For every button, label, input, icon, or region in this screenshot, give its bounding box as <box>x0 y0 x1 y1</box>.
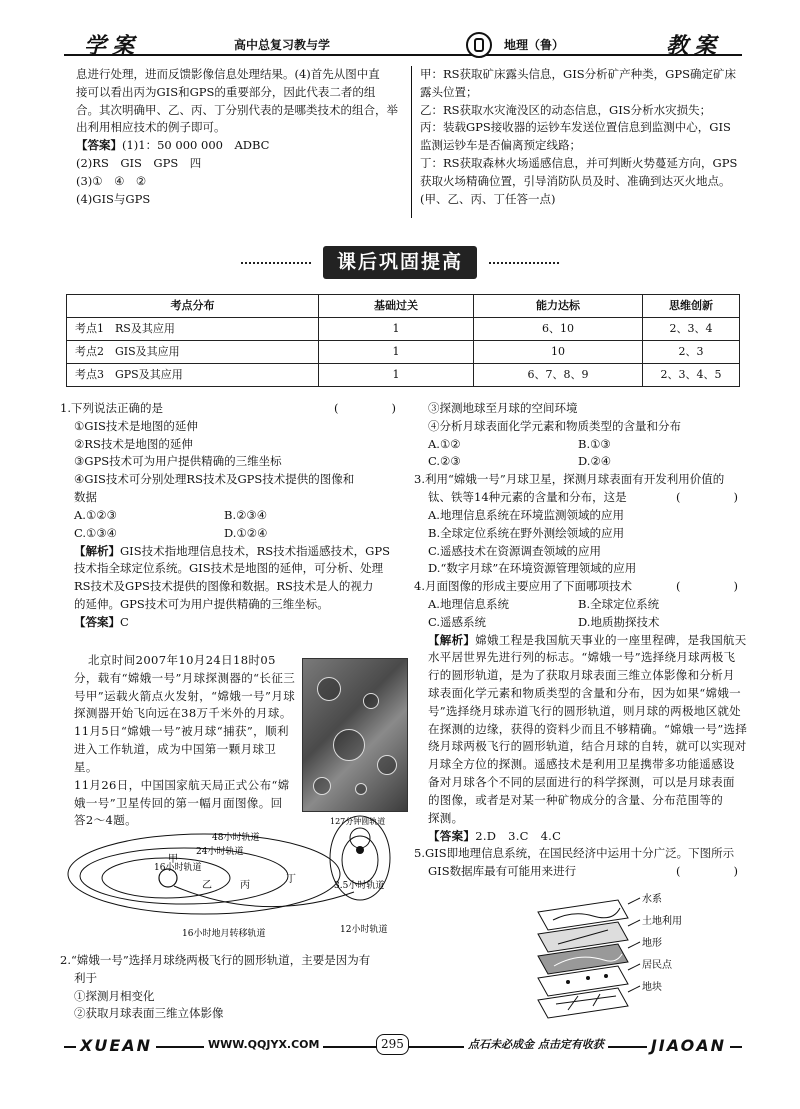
analysis-line: 在探测的边缘，获得的资料少而且不够精确。“嫦娥一号”选择 <box>428 721 748 736</box>
text-line: 乙：RS获取水灾淹没区的动态信息，GIS分析水灾损失； <box>420 102 712 117</box>
statement-item: ④分析月球表面化学元素和物质类型的含量和分布 <box>428 418 681 433</box>
footer-website: WWW.QQJYX.COM <box>204 1036 323 1053</box>
table-cell: 2、3 <box>643 341 740 364</box>
orbit-48h <box>68 834 340 914</box>
crater <box>313 777 331 795</box>
label-48h: 48小时轨道 <box>212 833 260 843</box>
statement-item: ②获取月球表面三维立体影像 <box>74 1006 224 1021</box>
text-line: 息进行处理，进而反馈影像信息处理结果。(4)首先从图中直 <box>76 67 380 81</box>
analysis-label: 【解析】 <box>74 543 120 558</box>
answer-label: 【答案】 <box>76 138 122 153</box>
lunar-orbit-3-5h <box>342 836 378 884</box>
question-1 <box>60 400 406 632</box>
analysis-label: 【解析】 <box>428 632 476 647</box>
table-row <box>67 341 740 364</box>
question-stem-cont: GIS数据库最有可能用来进行 <box>428 864 577 879</box>
page-number: 295 <box>376 1034 409 1055</box>
leader-line <box>628 964 640 970</box>
text-line: 获取火场精确位置，引导消防队员及时、准确到达灭火地点。 <box>420 173 731 188</box>
table-cell: 1 <box>319 364 474 387</box>
analysis-line: 行的圆形轨道，是为了获取月球表面三维立体影像和分析月 <box>428 668 735 683</box>
passage-line: 进入工作轨道，成为中国第一颗月球卫星。 <box>74 742 277 774</box>
layer-label: 水系 <box>642 894 662 905</box>
crater <box>363 693 379 709</box>
statement-item: 数据 <box>74 490 97 505</box>
question-stem: 1.下列说法正确的是 <box>60 401 163 415</box>
statement-item: ①GIS技术是地图的延伸 <box>74 418 198 433</box>
text-line: 甲：RS获取矿床露头信息，GIS分析矿产种类，GPS确定矿床 <box>420 67 736 81</box>
question-stem-cont: 钛、铁等14种元素的含量和分布，这是 <box>428 490 627 505</box>
label-3-5h: 3.5小时轨道 <box>334 881 385 891</box>
analysis-line: 技术指全球定位系统。GIS技术是地图的延伸，可分析、处理 <box>74 561 384 576</box>
question-stem: 3.利用“嫦娥一号”月球卫星，探测月球表面有开发利用价值的 <box>414 472 725 487</box>
crater <box>317 677 341 701</box>
option-c: C.①③④ <box>74 525 117 540</box>
passage-line: 11月5日“嫦娥一号”被月球“捕获”，顺利 <box>74 724 289 739</box>
question-stem: 4.月面图像的形成主要应用了下面哪项技术 <box>414 579 632 594</box>
option-a: A.地理信息系统 <box>428 596 509 611</box>
answer-value: 2.D 3.C 4.C <box>475 828 562 843</box>
statement-item: ②RS技术是地图的延伸 <box>74 436 193 451</box>
answer-line: (3)① ④ ② <box>76 173 147 188</box>
answer-paren: ( ) <box>676 490 748 505</box>
question-2 <box>60 952 406 1023</box>
table-row <box>67 318 740 341</box>
statement-item: ①探测月相变化 <box>74 988 155 1003</box>
text-line: 丁：RS获取森林火场遥感信息，并可判断火势蔓延方向，GPS <box>420 156 738 171</box>
label-transfer: 16小时地月转移轨道 <box>182 929 266 939</box>
option-c: C.②③ <box>428 454 461 469</box>
text-line: 出利用相应技术的例子即可。 <box>76 120 226 135</box>
page-header <box>64 30 742 60</box>
option-b: B.②③④ <box>224 507 268 522</box>
analysis-line: 号”选择绕月球赤道飞行的圆形轨道，则月球的两极地区就处 <box>428 703 741 718</box>
option-a: A.地理信息系统在环境监测领域的应用 <box>428 507 624 522</box>
table-cell: 2、3、4、5 <box>643 364 740 387</box>
statement-item: ③GPS技术可为用户提供精确的三维坐标 <box>74 454 282 469</box>
emblem-icon <box>466 32 492 58</box>
section-title: 课后巩固提高 <box>323 246 477 279</box>
answer-line: (4)GIS与GPS <box>76 191 151 206</box>
analysis-line: 备对月球各个不同的层面进行的科学探测，可以是月球表面 <box>428 775 735 790</box>
answer-label: 【答案】 <box>74 614 120 629</box>
orbit-24h <box>80 848 288 904</box>
passage-line: 号甲”运载火箭点火发射，“嫦娥一号”月球 <box>74 688 296 703</box>
answer-line: (2)RS GIS GPS 四 <box>76 156 202 171</box>
text-line: 露头位置； <box>420 84 478 99</box>
analysis-line: 球表面化学元素和物质类型的含量和分布，因为如果“嫦娥一 <box>428 686 741 700</box>
answer-label: 【答案】 <box>428 828 476 843</box>
option-d: D.②④ <box>578 454 612 469</box>
right-column <box>414 400 748 881</box>
table-header-row <box>67 295 740 318</box>
option-c: C.遥感技术在资源调查领域的应用 <box>428 543 602 558</box>
analysis-line: 探测。 <box>428 810 464 825</box>
analysis-line: RS技术及GPS技术提供的图像和数据。RS技术是人的视力 <box>74 579 374 594</box>
label-12h: 12小时轨道 <box>340 925 388 935</box>
footer-slogan: 点石未必成金 点击定有收获 <box>464 1036 608 1053</box>
table-cell: 1 <box>319 341 474 364</box>
label-yi: 乙 <box>202 880 212 891</box>
label-circle-orbit: 127分钟圆轨道 <box>330 817 386 826</box>
table-cell: 2、3、4 <box>643 318 740 341</box>
table-header: 考点分布 <box>67 295 319 318</box>
analysis-line: 绕月球两极飞行的圆形轨道，结合月球的自转，就可以实现对 <box>428 739 747 754</box>
table-cell: 6、7、8、9 <box>474 364 643 387</box>
table-cell: 6、10 <box>474 318 643 341</box>
label-bing: 丙 <box>240 880 250 891</box>
table-header: 能力达标 <box>474 295 643 318</box>
table-header: 基础过关 <box>319 295 474 318</box>
passage-line: 答2～4题。 <box>74 813 138 828</box>
question-stem: 5.GIS即地理信息系统，在国民经济中运用十分广泛。下图所示 <box>414 846 735 861</box>
question-stem: 2.“嫦娥一号”选择月球绕两极飞行的圆形轨道，主要是因为有 <box>60 953 371 967</box>
text-line: 丙：装载GPS接收器的运钞车发送位置信息到监测中心，GIS <box>420 120 731 135</box>
crater <box>355 783 367 795</box>
leader-line <box>628 898 640 904</box>
statement-item: ④GIS技术可分别处理RS技术及GPS技术提供的图像和 <box>74 472 355 487</box>
passage-line: 分，载有“嫦娥一号”月球探测器的“长征三 <box>74 670 296 685</box>
question-stem-cont: 利于 <box>74 970 97 985</box>
passage-line: 娥一号”卫星传回的第一幅月面图像。回 <box>74 795 283 810</box>
table-cell: 考点3 GPS及其应用 <box>67 364 319 387</box>
analysis-line: 的图像，或者是对某一种矿物成分的含量、分布范围等的 <box>428 792 723 807</box>
table-header: 思维创新 <box>643 295 740 318</box>
passage <box>74 652 300 830</box>
option-b: B.全球定位系统 <box>578 596 660 611</box>
label-ding: 丁 <box>286 874 296 885</box>
table-cell: 10 <box>474 341 643 364</box>
answer-paren: ( ) <box>334 401 406 415</box>
text-line: (甲、乙、丙、丁任答一点) <box>420 191 556 206</box>
analysis-line: 嫦娥工程是我国航天事业的一座里程碑，是我国航天 <box>475 632 747 647</box>
layer-label: 地形 <box>642 938 662 949</box>
header-right-title: 教案 <box>665 34 722 59</box>
table-cell: 1 <box>319 318 474 341</box>
page-footer <box>64 1036 742 1062</box>
crater <box>377 755 397 775</box>
option-a: A.①②③ <box>74 507 117 522</box>
option-c: C.遥感系统 <box>428 614 487 629</box>
layer-label: 土地利用 <box>642 916 682 927</box>
label-jia: 甲 <box>168 854 178 865</box>
passage-line: 11月26日，中国国家航天局正式公布“嫦 <box>74 777 290 792</box>
analysis-line: 月球全方位的探测。遥感技术是利用卫星携带多功能遥感设 <box>428 757 735 772</box>
header-subject: 地理（鲁） <box>504 38 565 52</box>
leader-line <box>628 942 640 948</box>
header-series-title: 高中总复习教与学 <box>234 38 331 52</box>
answer-value: C <box>120 614 129 629</box>
option-b: B.①③ <box>578 436 611 451</box>
leader-line <box>628 920 640 926</box>
analysis-line: GIS技术指地理信息技术，RS技术指遥感技术，GPS <box>120 543 390 558</box>
answer-paren: ( ) <box>676 864 748 879</box>
text-line: 接可以看出丙为GIS和GPS的重要部分，因此代表二者的组 <box>76 84 376 99</box>
option-d: D.①②④ <box>224 525 268 540</box>
footer-left-title: XUEAN <box>76 1034 156 1059</box>
top-left-column <box>76 66 404 209</box>
table-row <box>67 364 740 387</box>
text-line: 合。其次明确甲、乙、丙、丁分别代表的是哪类技术的组合，举 <box>76 102 398 117</box>
header-rule <box>64 54 742 56</box>
footer-right-title: JIAOAN <box>647 1034 730 1059</box>
section-banner <box>0 246 800 276</box>
layer-label: 居民点 <box>642 960 672 971</box>
analysis-line: 水平居世界先进行列的标志。“嫦娥一号”选择绕月球两极飞 <box>428 650 736 665</box>
passage-line: 探测器开始飞向远在38万千米外的月球。 <box>74 706 292 721</box>
option-d: D.地质勘探技术 <box>578 614 660 629</box>
banner-dots-right <box>489 262 559 264</box>
moon-surface-image <box>302 658 408 812</box>
banner-dots-left <box>241 262 311 264</box>
statement-item: ③探测地球至月球的空间环境 <box>428 401 578 415</box>
text-line: 监测运钞车是否偏离预定线路； <box>420 138 581 153</box>
passage-line: 北京时间2007年10月24日18时05 <box>88 653 276 667</box>
column-divider <box>411 66 412 218</box>
option-d: D.“数字月球”在环境资源管理领域的应用 <box>428 561 637 576</box>
exam-point-table <box>66 294 740 387</box>
table-cell: 考点2 GIS及其应用 <box>67 341 319 364</box>
crater <box>333 729 365 761</box>
analysis-line: 的延伸。GPS技术可为用户提供精确的三维坐标。 <box>74 596 329 611</box>
gis-layers-diagram <box>508 890 728 1022</box>
label-16h: 16小时轨道 <box>154 863 202 873</box>
top-right-column <box>420 66 750 209</box>
table-cell: 考点1 RS及其应用 <box>67 318 319 341</box>
label-24h: 24小时轨道 <box>196 847 244 857</box>
layer-label: 地块 <box>642 982 662 993</box>
moon-icon <box>356 846 364 854</box>
answer-line: (1)1：50 000 000 ADBC <box>122 138 270 153</box>
option-b: B.全球定位系统在野外测绘领域的应用 <box>428 525 625 540</box>
orbit-diagram <box>64 814 408 946</box>
header-left-title: 学案 <box>84 34 141 59</box>
answer-paren: ( ) <box>676 579 748 594</box>
option-a: A.①② <box>428 436 461 451</box>
leader-line <box>628 986 640 992</box>
